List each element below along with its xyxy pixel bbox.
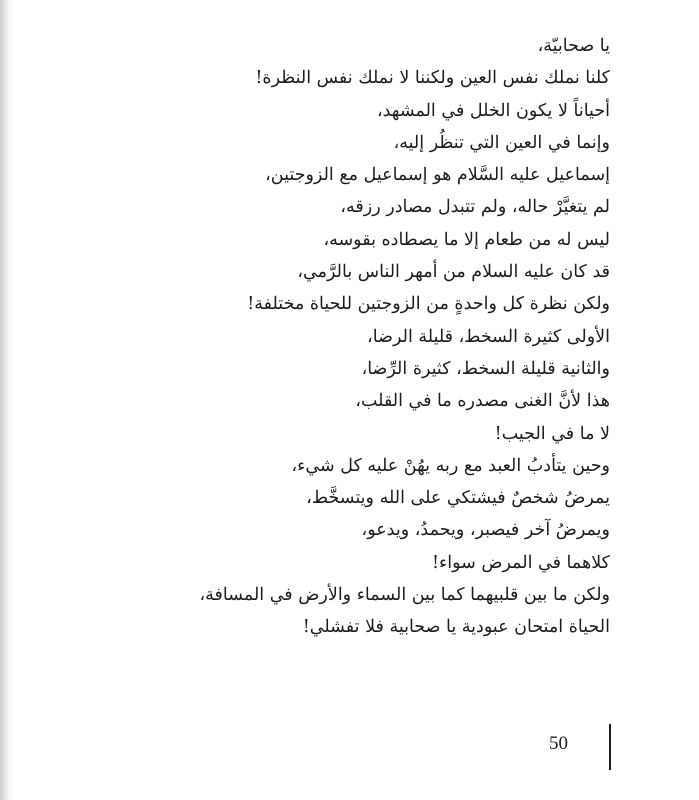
poem-line: ولكن نظرة كل واحدةٍ من الزوجتين للحياة مختلفة! <box>247 294 610 315</box>
poem-line: والثانية قليلة السخط، كثيرة الرِّضا، <box>361 358 610 379</box>
poem-line: وحين يتأدبُ العبد مع ربه يهُنْ عليه كل شيء، <box>291 455 610 476</box>
book-page <box>14 0 699 800</box>
poem-line: لم يتغيَّرْ حاله، ولم تتبدل مصادر رزقه، <box>340 197 610 218</box>
poem-line: يمرضُ شخصٌ فيشتكي على الله ويتسخَّط، <box>306 488 610 509</box>
page-edge-shadow <box>0 0 14 800</box>
poem-line: يا صحابيّة، <box>537 36 610 56</box>
page-number-divider <box>609 724 611 770</box>
poem-line: كلاهما في المرض سواء! <box>431 552 610 573</box>
poem-line: هذا لأنَّ الغنى مصدره ما في القلب، <box>355 391 610 412</box>
poem-line: ويمرضُ آخر فيصبر، ويحمدُ، ويدعو، <box>361 520 610 541</box>
poem-line: كلنا نملك نفس العين ولكننا لا نملك نفس النظرة! <box>255 68 610 89</box>
poem-line: إسماعيل عليه السَّلام هو إسماعيل مع الزوجتين، <box>265 165 610 186</box>
poem-line: وإنما في العين التي تنظُر إليه، <box>393 132 610 153</box>
poem-line: الأولى كثيرة السخط، قليلة الرضا، <box>367 326 610 347</box>
poem-text <box>70 30 610 644</box>
page-number: 50 <box>549 733 568 754</box>
poem-line: الحياة امتحان عبودية يا صحابية فلا تفشلي! <box>302 617 610 638</box>
poem-line: قد كان عليه السلام من أمهر الناس بالرَّمي، <box>297 262 610 283</box>
poem-line: أحياناً لا يكون الخلل في المشهد، <box>376 100 610 121</box>
poem-line: لا ما في الجيب! <box>494 423 610 444</box>
poem-line: ليس له من طعام إلا ما يصطاده بقوسه، <box>323 229 610 250</box>
poem-line: ولكن ما بين قلبيهما كما بين السماء والأرض في المسافة، <box>199 585 610 606</box>
